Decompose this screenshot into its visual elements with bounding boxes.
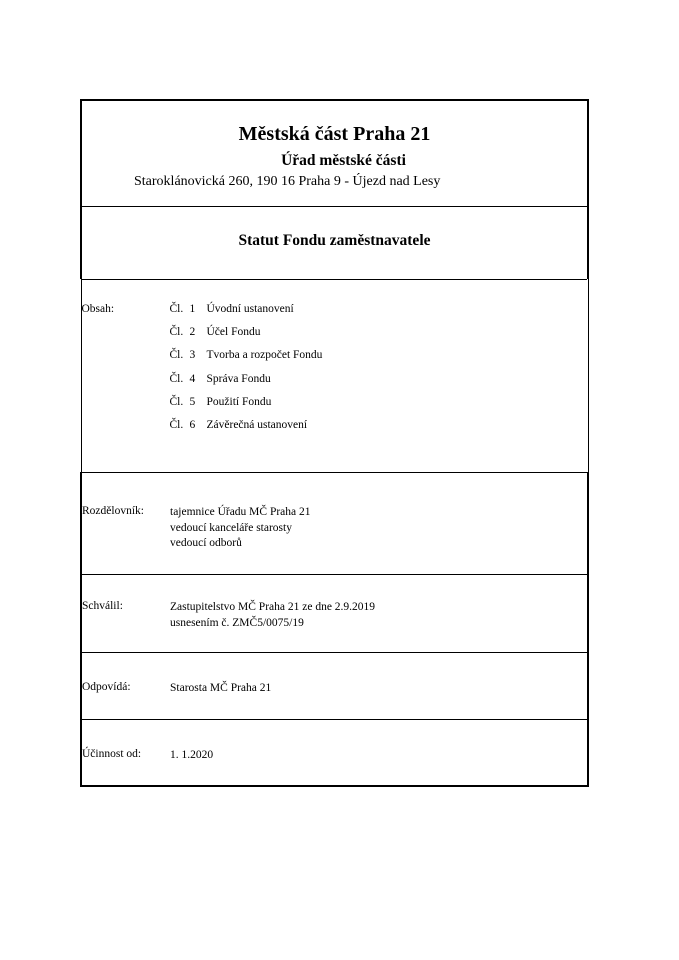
toc-item[interactable] [170, 419, 323, 442]
approval-label: Schválil: [82, 600, 123, 612]
toc-title: Použití Fondu [206, 395, 272, 408]
approval-line: usnesením č. ZMČ5/0075/19 [170, 616, 304, 629]
toc-title: Správa Fondu [206, 372, 271, 385]
toc-number: 5 [189, 395, 196, 408]
toc-prefix: Čl. [169, 418, 184, 431]
toc-number: 6 [189, 418, 196, 431]
toc-title: Závěrečná ustanovení [206, 418, 308, 431]
responsible-section [80, 652, 589, 719]
effective-section [80, 719, 589, 787]
document-title-section [80, 206, 589, 279]
contents-section [81, 279, 589, 472]
toc-item[interactable] [170, 349, 323, 372]
office-address: Staroklánovická 260, 190 16 Praha 9 - Újezd nad Lesy [134, 174, 441, 189]
toc-item[interactable] [170, 396, 323, 419]
responsible-value: Starosta MČ Praha 21 [170, 682, 272, 694]
document-cover-table [80, 99, 589, 787]
distribution-line: vedoucí odborů [170, 537, 242, 549]
office-subtitle: Úřad městské části [281, 152, 406, 169]
toc-number: 3 [189, 349, 196, 362]
toc-prefix: Čl. [169, 349, 184, 362]
toc-item[interactable] [170, 373, 323, 396]
distribution-label: Rozdělovník: [82, 505, 144, 517]
contents-label: Obsah: [81, 303, 115, 315]
municipality-title: Městská část Praha 21 [238, 123, 431, 145]
approval-text [170, 600, 375, 631]
toc-item[interactable] [170, 326, 323, 349]
distribution-list [170, 505, 311, 552]
toc-number: 4 [189, 372, 196, 385]
toc-prefix: Čl. [169, 326, 184, 339]
header-section [80, 99, 589, 206]
table-of-contents [170, 303, 323, 442]
effective-label: Účinnost od: [82, 748, 142, 760]
distribution-line: tajemnice Úřadu MČ Praha 21 [170, 506, 311, 518]
toc-title: Tvorba a rozpočet Fondu [206, 349, 323, 362]
responsible-label: Odpovídá: [82, 681, 131, 693]
approval-line: Zastupitelstvo MČ Praha 21 ze dne 2.9.2019 [170, 601, 376, 613]
toc-number: 1 [189, 303, 196, 315]
approval-section [80, 574, 589, 652]
toc-title: Úvodní ustanovení [206, 303, 294, 315]
effective-value: 1. 1.2020 [170, 749, 214, 761]
toc-prefix: Čl. [169, 395, 184, 408]
document-title: Statut Fondu zaměstnavatele [238, 232, 431, 249]
toc-number: 2 [189, 326, 196, 339]
toc-prefix: Čl. [169, 372, 184, 385]
distribution-section [80, 472, 589, 574]
toc-prefix: Čl. [169, 303, 184, 315]
toc-item[interactable] [170, 303, 323, 326]
distribution-line: vedoucí kanceláře starosty [170, 521, 292, 534]
toc-title: Účel Fondu [206, 326, 261, 339]
